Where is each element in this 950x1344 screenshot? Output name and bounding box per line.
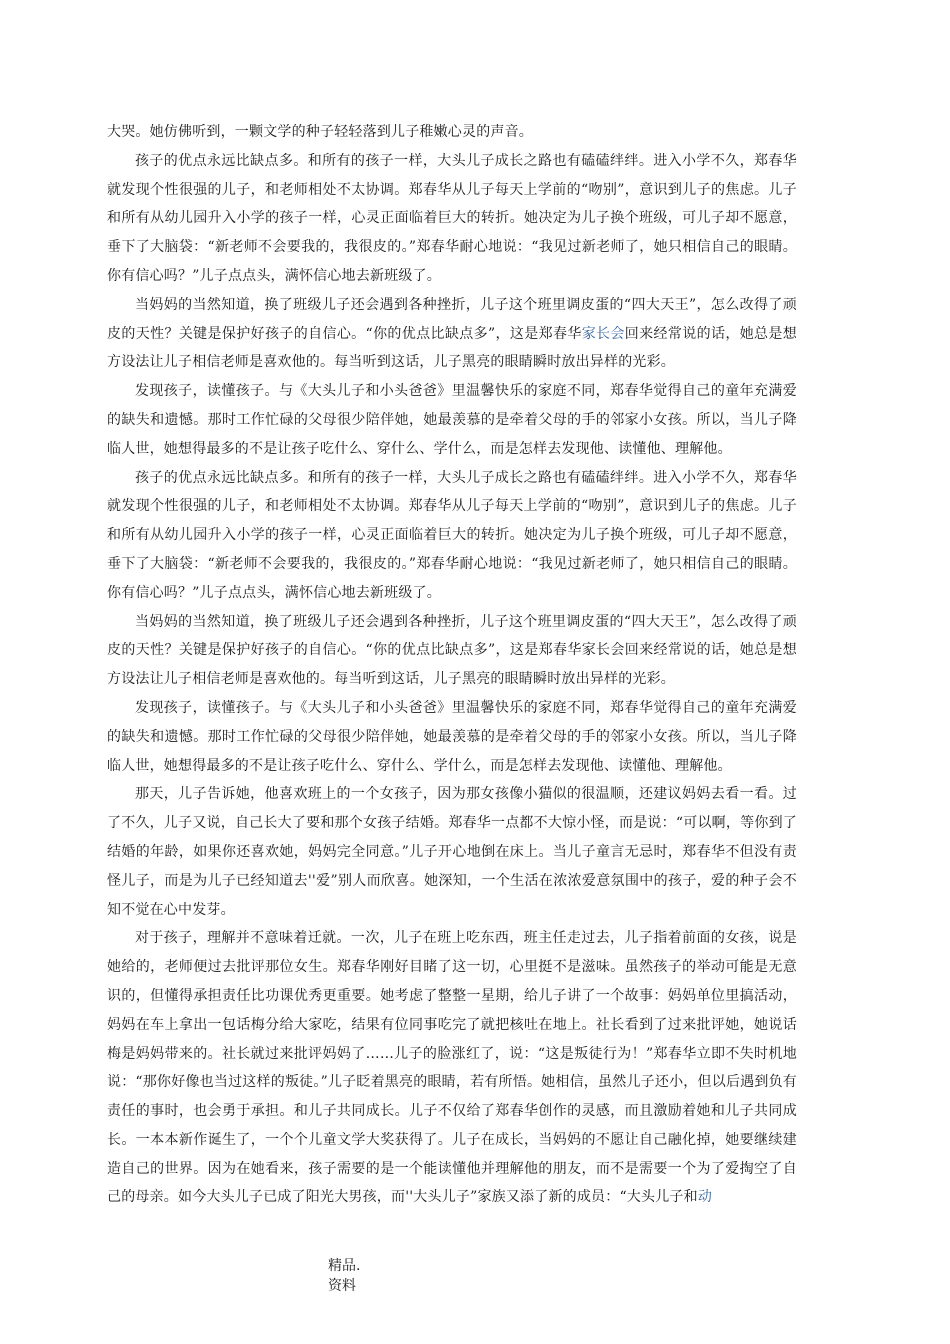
article-body — [107, 118, 797, 1212]
paragraph-3-text-before: 当妈妈的当然知道，换了班级儿子还会遇到各种挫折，儿子这个班里调皮蛋的“四大天王”，怎么改得了顽皮的天性？关键是保护好孩子的自信心。“你的优点比缺点多”，这是郑春华 — [107, 296, 797, 342]
paragraph-3 — [107, 291, 797, 377]
paragraph-5: 孩子的优点永远比缺点多。和所有的孩子一样，大头儿子成长之路也有磕磕绊绊。进入小学不久，郑春华就发现个性很强的儿子，和老师相处不太协调。郑春华从儿子每天上学前的“吻别”，意识到儿子的焦虑。儿子和所有从幼儿园升入小学的孩子一样，心灵正面临着巨大的转折。她决定为儿子换个班级，可儿子却不愿意，垂下了大脑袋：“新老师不会要我的，我很皮的。”郑春华耐心地说：“我见过新老师了，她只相信自己的眼睛。你有信心吗？”儿子点点头，满怀信心地去新班级了。 — [107, 469, 797, 601]
paragraph-1: 大哭。她仿佛听到，一颗文学的种子轻轻落到儿子稚嫩心灵的声音。 — [107, 124, 533, 140]
paragraph-3-text-after: 回来经常说的话，她总是想方设法让儿子相信老师是喜欢他的。每当听到这话，儿子黑亮的眼睛瞬时放出异样的光彩。 — [107, 325, 797, 371]
footer-label: 精品.资料 — [328, 1258, 361, 1294]
paragraph-6: 当妈妈的当然知道，换了班级儿子还会遇到各种挫折，儿子这个班里调皮蛋的“四大天王”，怎么改得了顽皮的天性？关键是保护好孩子的自信心。“你的优点比缺点多”，这是郑春华家长会回来经常说的话，她总是想方设法让儿子相信老师是喜欢他的。每当听到这话，儿子黑亮的眼睛瞬时放出异样的光彩。 — [107, 613, 797, 688]
animation-link[interactable]: 动 — [697, 1189, 713, 1206]
paragraph-4: 发现孩子，读懂孩子。与《大头儿子和小头爸爸》里温馨快乐的家庭不同，郑春华觉得自己的童年充满爱的缺失和遗憾。那时工作忙碌的父母很少陪伴她，她最羡慕的是牵着父母的手的邻家小女孩。所以，当儿子降临人世，她想得最多的不是让孩子吃什么、穿什么、学什么，而是怎样去发现他、读懂他、理解他。 — [107, 383, 797, 457]
paragraph-9 — [107, 924, 797, 1212]
paragraph-9-text-before: 对于孩子，理解并不意味着迁就。一次，儿子在班上吃东西，班主任走过去，儿子指着前面的女孩，说是她给的，老师便过去批评那位女生。郑春华刚好目睹了这一切，心里挺不是滋味。虽然孩子的举动可能是无意识的，但懂得承担责任比功课优秀更重要。她考虑了整整一星期，给儿子讲了一个故事：妈妈单位里搞活动，妈妈在车上拿出一包话梅分给大家吃，结果有位同事吃完了就把核吐在地上。社长看到了过来批评她，她说话梅是妈妈带来的。社长就过来批评妈妈了……儿子的脸涨红了，说：“这是叛徒行为！”郑春华立即不失时机地说：“那你好像也当过这样的叛徒。”儿子眨着黑亮的眼睛，若有所悟。她相信，虽然儿子还小，但以后遇到负有责任的事时，也会勇于承担。和儿子共同成长。儿子不仅给了郑春华创作的灵感，而且激励着她和儿子共同成长。一本本新作诞生了，一个个儿童文学大奖获得了。儿子在成长，当妈妈的不愿让自己融化掉，她要继续建造自己的世界。因为在她看来，孩子需要的是一个能读懂他并理解他的朋友，而不是需要一个为了爱掏空了自己的母亲。如今大头儿子已成了阳光大男孩，而''大头儿子”家族又添了新的成员：“大头儿子和 — [107, 930, 797, 1206]
parent-meeting-link[interactable]: 家长会 — [581, 325, 625, 342]
paragraph-2: 孩子的优点永远比缺点多。和所有的孩子一样，大头儿子成长之路也有磕磕绊绊。进入小学不久，郑春华就发现个性很强的儿子，和老师相处不太协调。郑春华从儿子每天上学前的“吻别”，意识到儿子的焦虑。儿子和所有从幼儿园升入小学的孩子一样，心灵正面临着巨大的转折。她决定为儿子换个班级，可儿子却不愿意，垂下了大脑袋：“新老师不会要我的，我很皮的。”郑春华耐心地说：“我见过新老师了，她只相信自己的眼睛。你有信心吗？”儿子点点头，满怀信心地去新班级了。 — [107, 152, 797, 284]
paragraph-7: 发现孩子，读懂孩子。与《大头儿子和小头爸爸》里温馨快乐的家庭不同，郑春华觉得自己的童年充满爱的缺失和遗憾。那时工作忙碌的父母很少陪伴她，她最羡慕的是牵着父母的手的邻家小女孩。所以，当儿子降临人世，她想得最多的不是让孩子吃什么、穿什么、学什么，而是怎样去发现他、读懂他、理解他。 — [107, 699, 797, 774]
paragraph-8: 那天，儿子告诉她，他喜欢班上的一个女孩子，因为那女孩像小猫似的很温顺，还建议妈妈去看一看。过了不久，儿子又说，自己长大了要和那个女孩子结婚。郑春华一点都不大惊小怪，而是说：“可以啊，等你到了结婚的年龄，如果你还喜欢她，妈妈完全同意。”儿子开心地倒在床上。当儿子童言无忌时，郑春华不但没有责怪儿子，而是为儿子已经知道去''爱”别人而欣喜。她深知，一个生活在浓浓爱意氛围中的孩子，爱的种子会不知不觉在心中发芽。 — [107, 786, 797, 918]
